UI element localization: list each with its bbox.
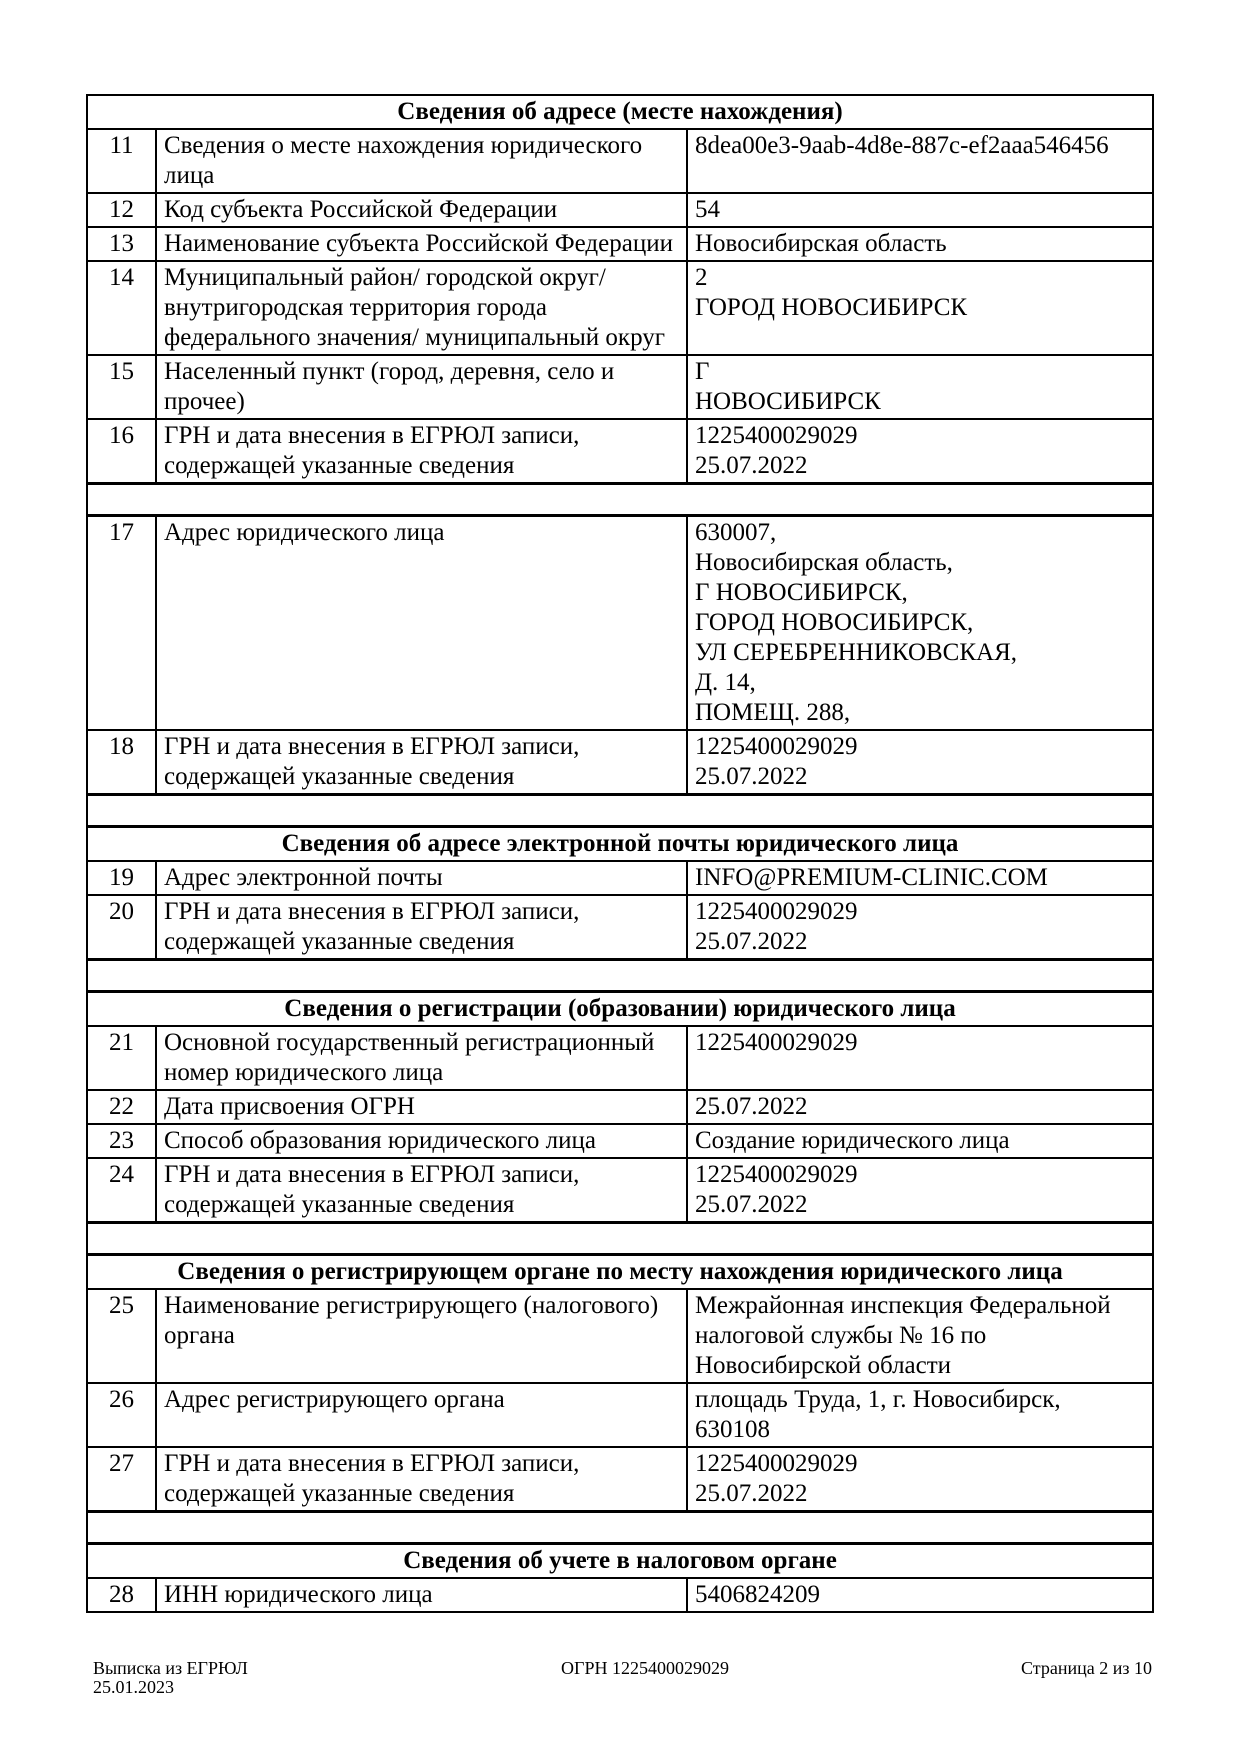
value-line: 8dea00e3-9aab-4d8e-887c-ef2aaa546456 <box>695 132 1109 159</box>
section-title: Сведения об адресе электронной почты юридического лица <box>87 827 1153 862</box>
value-line: 5406824209 <box>695 1581 820 1608</box>
row-label-cell: ГРН и дата внесения в ЕГРЮЛ записи, содержащей указанные сведения <box>156 895 687 960</box>
section-title-row <box>87 1255 1153 1290</box>
spacer-row <box>87 1512 1153 1544</box>
row-value-cell <box>687 895 1153 960</box>
row-number-cell: 18 <box>87 730 156 795</box>
value-line: Создание юридического лица <box>695 1127 1010 1154</box>
row-number-cell: 16 <box>87 419 156 484</box>
row-value-cell <box>687 1289 1153 1383</box>
row-number-cell: 23 <box>87 1124 156 1158</box>
value-line: 1225400029029 <box>695 422 858 449</box>
table-row <box>87 1447 1153 1512</box>
value-line: ГОРОД НОВОСИБИРСК, <box>695 609 974 636</box>
table-row <box>87 1090 1153 1124</box>
row-value-cell <box>687 227 1153 261</box>
section-title: Сведения об адресе (месте нахождения) <box>87 95 1153 129</box>
row-value-cell <box>687 1124 1153 1158</box>
row-label-cell: ГРН и дата внесения в ЕГРЮЛ записи, содержащей указанные сведения <box>156 419 687 484</box>
row-label-cell: Наименование регистрирующего (налогового) органа <box>156 1289 687 1383</box>
table-row <box>87 516 1153 731</box>
row-value-cell <box>687 1447 1153 1512</box>
section-title: Сведения об учете в налоговом органе <box>87 1544 1153 1579</box>
row-label-cell: Адрес регистрирующего органа <box>156 1383 687 1447</box>
row-value-cell <box>687 193 1153 227</box>
value-line: 1225400029029 <box>695 1029 858 1056</box>
row-value-cell <box>687 419 1153 484</box>
value-line: 2 <box>695 264 708 291</box>
table-row <box>87 1289 1153 1383</box>
row-value-cell <box>687 516 1153 731</box>
section-title-row <box>87 1544 1153 1579</box>
value-line: налоговой службы № 16 по <box>695 1322 987 1349</box>
row-number-cell: 21 <box>87 1026 156 1090</box>
row-label-cell: ГРН и дата внесения в ЕГРЮЛ записи, содержащей указанные сведения <box>156 730 687 795</box>
value-line: НОВОСИБИРСК <box>695 388 881 415</box>
row-value-cell <box>687 1578 1153 1612</box>
spacer-cell <box>87 795 1153 827</box>
value-line: INFO@PREMIUM-CLINIC.COM <box>695 864 1048 891</box>
row-label-cell: ГРН и дата внесения в ЕГРЮЛ записи, содержащей указанные сведения <box>156 1158 687 1223</box>
footer-page-number: Страница 2 из 10 <box>1021 1658 1152 1678</box>
table-row <box>87 355 1153 419</box>
value-line: площадь Труда, 1, г. Новосибирск, <box>695 1386 1061 1413</box>
value-line: 630007, <box>695 519 777 546</box>
row-label-cell: Населенный пункт (город, деревня, село и прочее) <box>156 355 687 419</box>
table-row <box>87 261 1153 355</box>
row-value-cell <box>687 1090 1153 1124</box>
row-label-cell: Наименование субъекта Российской Федерации <box>156 227 687 261</box>
row-value-cell <box>687 730 1153 795</box>
value-line: 630108 <box>695 1416 770 1443</box>
spacer-cell <box>87 484 1153 516</box>
section-title-row <box>87 992 1153 1027</box>
spacer-row <box>87 1223 1153 1255</box>
row-number-cell: 13 <box>87 227 156 261</box>
row-label-cell: Адрес юридического лица <box>156 516 687 731</box>
row-number-cell: 15 <box>87 355 156 419</box>
footer-extract-date: 25.01.2023 <box>93 1677 174 1697</box>
value-line: 25.07.2022 <box>695 452 808 479</box>
row-label-cell: ИНН юридического лица <box>156 1578 687 1612</box>
section-title-row <box>87 827 1153 862</box>
row-label-cell: ГРН и дата внесения в ЕГРЮЛ записи, содержащей указанные сведения <box>156 1447 687 1512</box>
spacer-cell <box>87 1223 1153 1255</box>
row-number-cell: 12 <box>87 193 156 227</box>
value-line: 1225400029029 <box>695 1161 858 1188</box>
value-line: 25.07.2022 <box>695 1191 808 1218</box>
row-number-cell: 28 <box>87 1578 156 1612</box>
row-number-cell: 22 <box>87 1090 156 1124</box>
row-number-cell: 24 <box>87 1158 156 1223</box>
spacer-row <box>87 795 1153 827</box>
row-label-cell: Способ образования юридического лица <box>156 1124 687 1158</box>
egrul-table <box>86 94 1154 1613</box>
row-number-cell: 20 <box>87 895 156 960</box>
row-value-cell <box>687 1158 1153 1223</box>
section-title: Сведения о регистрирующем органе по месту нахождения юридического лица <box>87 1255 1153 1290</box>
table-row <box>87 1124 1153 1158</box>
value-line: Новосибирской области <box>695 1352 952 1379</box>
value-line: Новосибирская область, <box>695 549 953 576</box>
value-line: ПОМЕЩ. 288, <box>695 699 851 726</box>
row-label-cell: Адрес электронной почты <box>156 861 687 895</box>
value-line: 1225400029029 <box>695 733 858 760</box>
row-number-cell: 11 <box>87 129 156 193</box>
row-value-cell <box>687 861 1153 895</box>
table-row <box>87 1383 1153 1447</box>
value-line: Межрайонная инспекция Федеральной <box>695 1292 1111 1319</box>
table-row <box>87 861 1153 895</box>
value-line: 54 <box>695 196 720 223</box>
row-number-cell: 14 <box>87 261 156 355</box>
row-number-cell: 27 <box>87 1447 156 1512</box>
value-line: 25.07.2022 <box>695 1480 808 1507</box>
row-number-cell: 19 <box>87 861 156 895</box>
value-line: Новосибирская область <box>695 230 947 257</box>
egrul-table-body <box>87 95 1153 1612</box>
footer-ogrn: ОГРН 1225400029029 <box>561 1658 729 1678</box>
table-row <box>87 1026 1153 1090</box>
row-label-cell: Муниципальный район/ городской округ/ внутригородская территория города федерального значения/ муниципальный округ <box>156 261 687 355</box>
section-title-row <box>87 95 1153 129</box>
value-line: 25.07.2022 <box>695 928 808 955</box>
value-line: 1225400029029 <box>695 898 858 925</box>
footer-document-info <box>93 1659 248 1697</box>
row-label-cell: Основной государственный регистрационный номер юридического лица <box>156 1026 687 1090</box>
value-line: УЛ СЕРЕБРЕННИКОВСКАЯ, <box>695 639 1018 666</box>
table-row <box>87 227 1153 261</box>
row-label-cell: Код субъекта Российской Федерации <box>156 193 687 227</box>
row-number-cell: 17 <box>87 516 156 731</box>
table-row <box>87 895 1153 960</box>
row-label-cell: Дата присвоения ОГРН <box>156 1090 687 1124</box>
value-line: ГОРОД НОВОСИБИРСК <box>695 294 968 321</box>
value-line: 25.07.2022 <box>695 763 808 790</box>
row-value-cell <box>687 261 1153 355</box>
spacer-row <box>87 484 1153 516</box>
table-row <box>87 129 1153 193</box>
spacer-cell <box>87 1512 1153 1544</box>
footer-extract-label: Выписка из ЕГРЮЛ <box>93 1658 248 1678</box>
row-number-cell: 26 <box>87 1383 156 1447</box>
value-line: Г <box>695 358 710 385</box>
value-line: 25.07.2022 <box>695 1093 808 1120</box>
row-label-cell: Сведения о месте нахождения юридического лица <box>156 129 687 193</box>
table-row <box>87 1158 1153 1223</box>
table-row <box>87 193 1153 227</box>
value-line: 1225400029029 <box>695 1450 858 1477</box>
row-value-cell <box>687 355 1153 419</box>
spacer-cell <box>87 960 1153 992</box>
table-row <box>87 1578 1153 1612</box>
table-row <box>87 730 1153 795</box>
row-value-cell <box>687 1026 1153 1090</box>
value-line: Д. 14, <box>695 669 756 696</box>
value-line: Г НОВОСИБИРСК, <box>695 579 908 606</box>
section-title: Сведения о регистрации (образовании) юридического лица <box>87 992 1153 1027</box>
row-number-cell: 25 <box>87 1289 156 1383</box>
row-value-cell <box>687 1383 1153 1447</box>
spacer-row <box>87 960 1153 992</box>
row-value-cell <box>687 129 1153 193</box>
table-row <box>87 419 1153 484</box>
